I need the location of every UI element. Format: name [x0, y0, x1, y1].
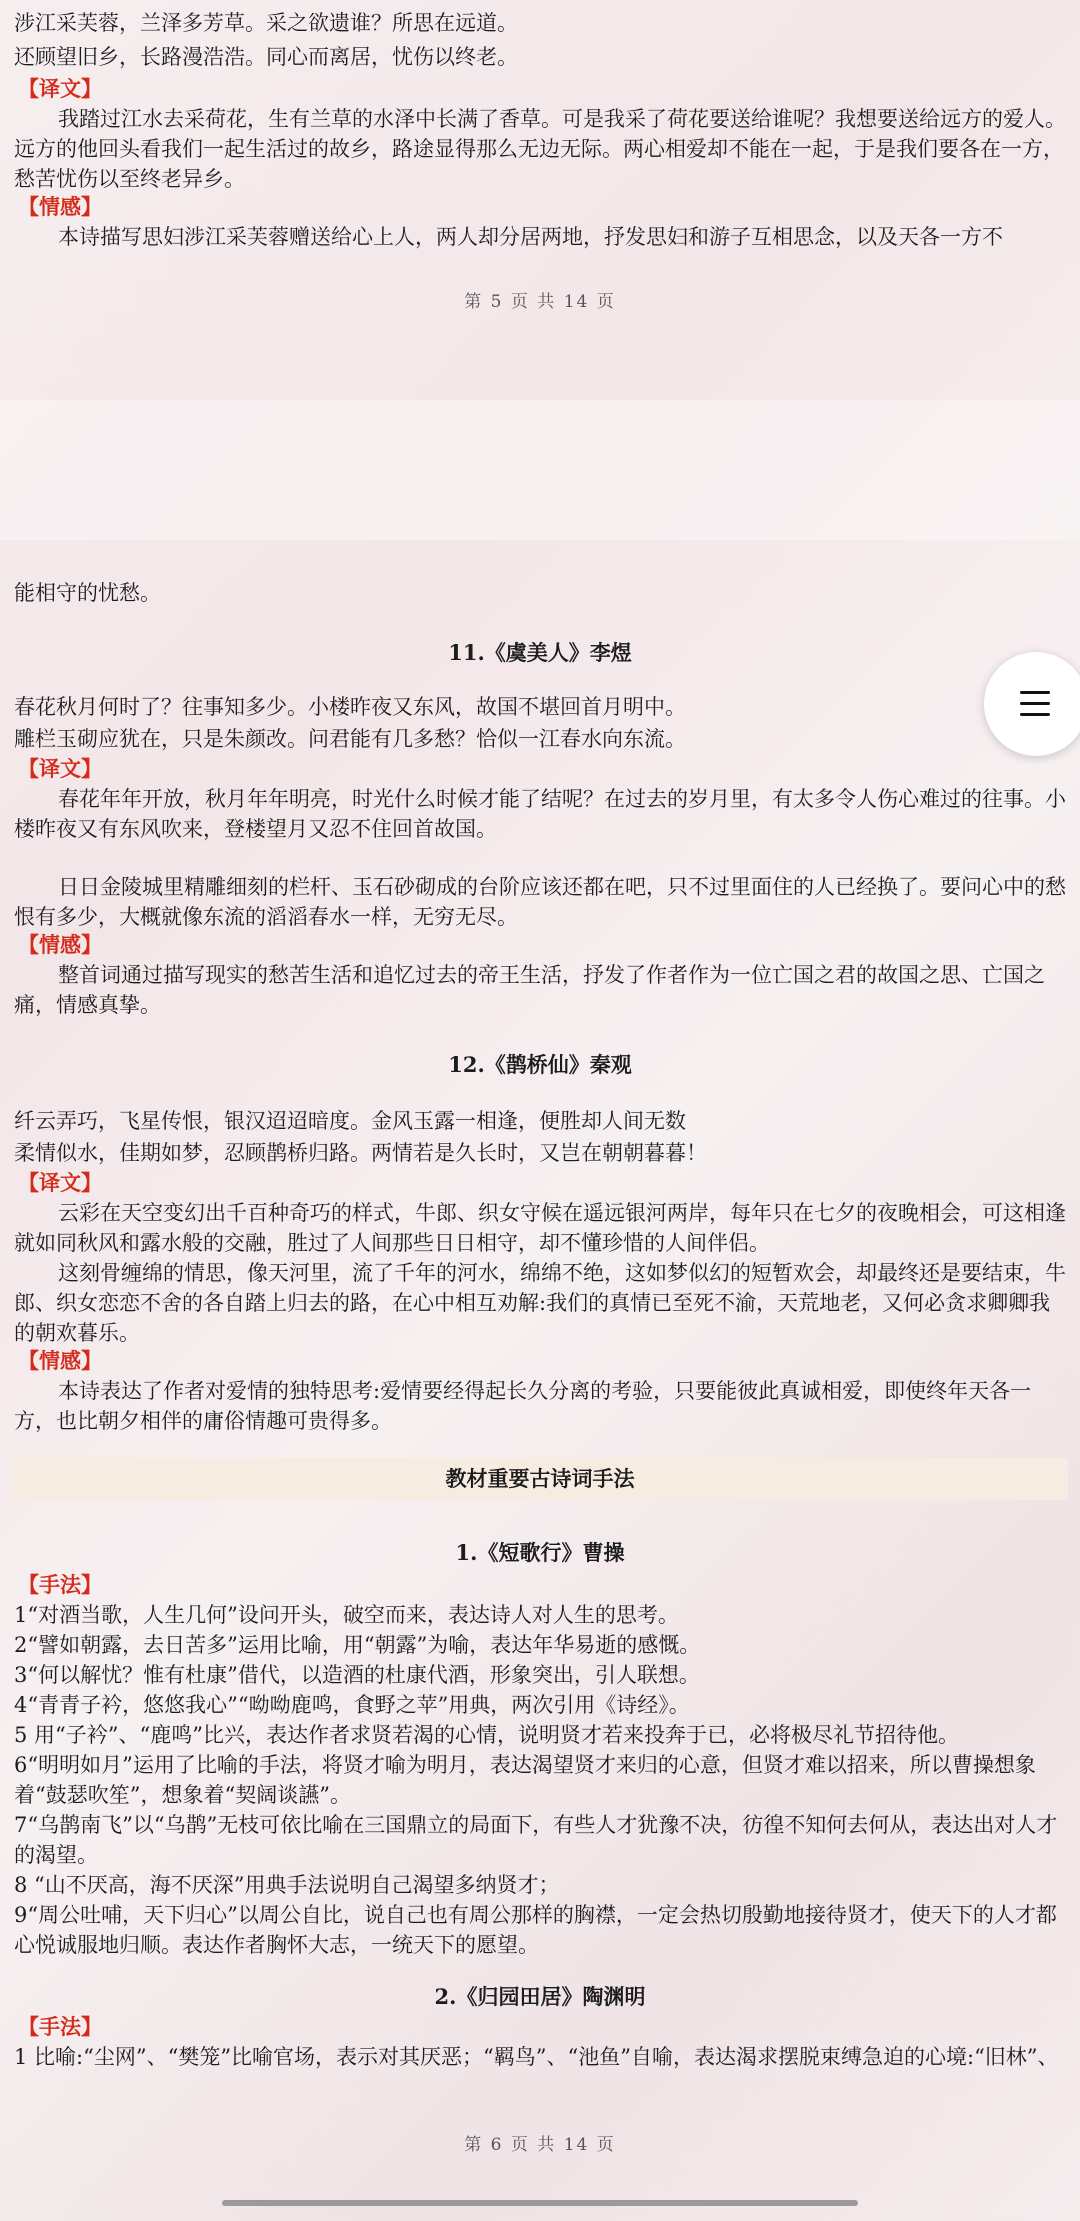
poem-line: 春花秋月何时了？往事知多少。小楼昨夜又东风，故国不堪回首月明中。 — [14, 695, 686, 719]
translation-paragraph: 我踏过江水去采荷花，生有兰草的水泽中长满了香草。可是我采了荷花要送给谁呢？我想要送给远方的爱人。远方的他回头看我们一起生活过的故乡，路途显得那么无边无际。两心相爱却不能在一起，于是我们要各在一方，愁苦忧伤以至终老异乡。 — [14, 107, 1066, 191]
technique-item: 5 用“子衿”、“鹿鸣”比兴，表达作者求贤若渴的心情，说明贤才若来投奔于已，必将极尽礼节招待他。 — [14, 1723, 959, 1747]
translation-paragraph: 云彩在天空变幻出千百种奇巧的样式，牛郎、织女守候在遥远银河两岸，每年只在七夕的夜晚相会，可这相逢就如同秋风和露水般的交融，胜过了人间那些日日相守，却不懂珍惜的人间伴侣。 — [14, 1201, 1066, 1255]
page-gap — [0, 400, 1080, 540]
menu-button[interactable] — [984, 652, 1080, 756]
technique-item: 7“乌鹊南飞”以“乌鹊”无枝可依比喻在三国鼎立的局面下，有些人才犹豫不决，彷徨不知何去何从，表达出对人才的渴望。 — [14, 1813, 1058, 1867]
emotion-tag: 【情感】 — [18, 1348, 102, 1373]
technique-item: 2“譬如朝露，去日苦多”运用比喻，用“朝露”为喻，表达年华易逝的感慨。 — [14, 1633, 701, 1657]
poem-line: 柔情似水，佳期如梦，忍顾鹊桥归路。两情若是久长时，又岂在朝朝暮暮！ — [14, 1141, 707, 1165]
translation-tag: 【译文】 — [18, 1170, 102, 1195]
translation-paragraph: 这刻骨缠绵的情思，像天河里，流了千年的河水，绵绵不绝，这如梦似幻的短暂欢会，却最终还是要结束，牛郎、织女恋恋不舍的各自踏上归去的路，在心中相互劝解:我们的真情已至死不渝，天荒地老，又何必贪求卿卿我的朝欢暮乐。 — [14, 1261, 1066, 1345]
translation-tag: 【译文】 — [18, 76, 102, 101]
poem-line: 还顾望旧乡，长路漫浩浩。同心而离居，忧伤以终老。 — [14, 45, 518, 69]
emotion-tag: 【情感】 — [18, 194, 102, 219]
technique-item: 9“周公吐哺，天下归心”以周公自比，说自己也有周公那样的胸襟，一定会热切殷勤地接待贤才，使天下的人才都心悦诚服地归顺。表达作者胸怀大志，一统天下的愿望。 — [14, 1903, 1057, 1957]
emotion-paragraph: 本诗表达了作者对爱情的独特思考:爱情要经得起长久分离的考验，只要能彼此真诚相爱，即使终年天各一方，也比朝夕相伴的庸俗情趣可贵得多。 — [14, 1379, 1032, 1433]
technique-item: 8 “山不厌高，海不厌深”用典手法说明自己渴望多纳贤才； — [14, 1873, 560, 1897]
page-footer: 第 6 页 共 14 页 — [464, 2135, 616, 2155]
poem-title: 11.《虞美人》李煜 — [448, 640, 632, 665]
translation-tag: 【译文】 — [18, 756, 102, 781]
work-title: 2.《归园田居》陶渊明 — [434, 1984, 646, 2009]
emotion-paragraph: 本诗描写思妇涉江采芙蓉赠送给心上人，两人却分居两地，抒发思妇和游子互相思念，以及天各一方不 — [58, 225, 1003, 249]
poem-line: 雕栏玉砌应犹在，只是朱颜改。问君能有几多愁？恰似一江春水向东流。 — [14, 727, 686, 751]
section-banner: 教材重要古诗词手法 — [12, 1458, 1068, 1500]
poem-line: 纤云弄巧，飞星传恨，银汉迢迢暗度。金风玉露一相逢，便胜却人间无数 — [14, 1109, 686, 1133]
poem-title: 12.《鹊桥仙》秦观 — [448, 1052, 632, 1077]
technique-tag: 【手法】 — [18, 2014, 102, 2039]
technique-item: 3“何以解忧？惟有杜康”借代，以造酒的杜康代酒，形象突出，引人联想。 — [14, 1663, 700, 1687]
technique-item: 1“对酒当歌，人生几何”设问开头，破空而来，表达诗人对人生的思考。 — [14, 1603, 679, 1627]
technique-item: 1 比喻:“尘网”、“樊笼”比喻官场，表示对其厌恶；“羁鸟”、“池鱼”自喻，表达渴求摆脱束缚急迫的心境:“旧林”、 — [14, 2045, 1059, 2069]
home-indicator[interactable] — [222, 2200, 858, 2206]
emotion-paragraph: 整首词通过描写现实的愁苦生活和追忆过去的帝王生活，抒发了作者作为一位亡国之君的故国之思、亡国之痛，情感真挚。 — [14, 963, 1045, 1017]
page-footer: 第 5 页 共 14 页 — [464, 292, 616, 312]
continuation-text: 能相守的忧愁。 — [14, 581, 161, 605]
poem-line: 涉江采芙蓉，兰泽多芳草。采之欲遗谁？所思在远道。 — [14, 11, 518, 35]
emotion-tag: 【情感】 — [18, 932, 102, 957]
technique-item: 6“明明如月”运用了比喻的手法，将贤才喻为明月，表达渴望贤才来归的心意，但贤才难以招来，所以曹操想象着“鼓瑟吹笙”，想象着“契阔谈讌”。 — [14, 1753, 1036, 1807]
work-title: 1.《短歌行》曹操 — [455, 1540, 625, 1565]
technique-tag: 【手法】 — [18, 1572, 102, 1597]
translation-paragraph: 日日金陵城里精雕细刻的栏杆、玉石砂砌成的台阶应该还都在吧，只不过里面住的人已经换了。要问心中的愁恨有多少，大概就像东流的滔滔春水一样，无穷无尽。 — [14, 875, 1066, 929]
technique-item: 4“青青子衿，悠悠我心”“呦呦鹿鸣，食野之苹”用典，两次引用《诗经》。 — [14, 1693, 690, 1717]
translation-paragraph: 春花年年开放，秋月年年明亮，时光什么时候才能了结呢？在过去的岁月里，有太多令人伤心难过的往事。小楼昨夜又有东风吹来，登楼望月又忍不住回首故国。 — [14, 787, 1066, 841]
